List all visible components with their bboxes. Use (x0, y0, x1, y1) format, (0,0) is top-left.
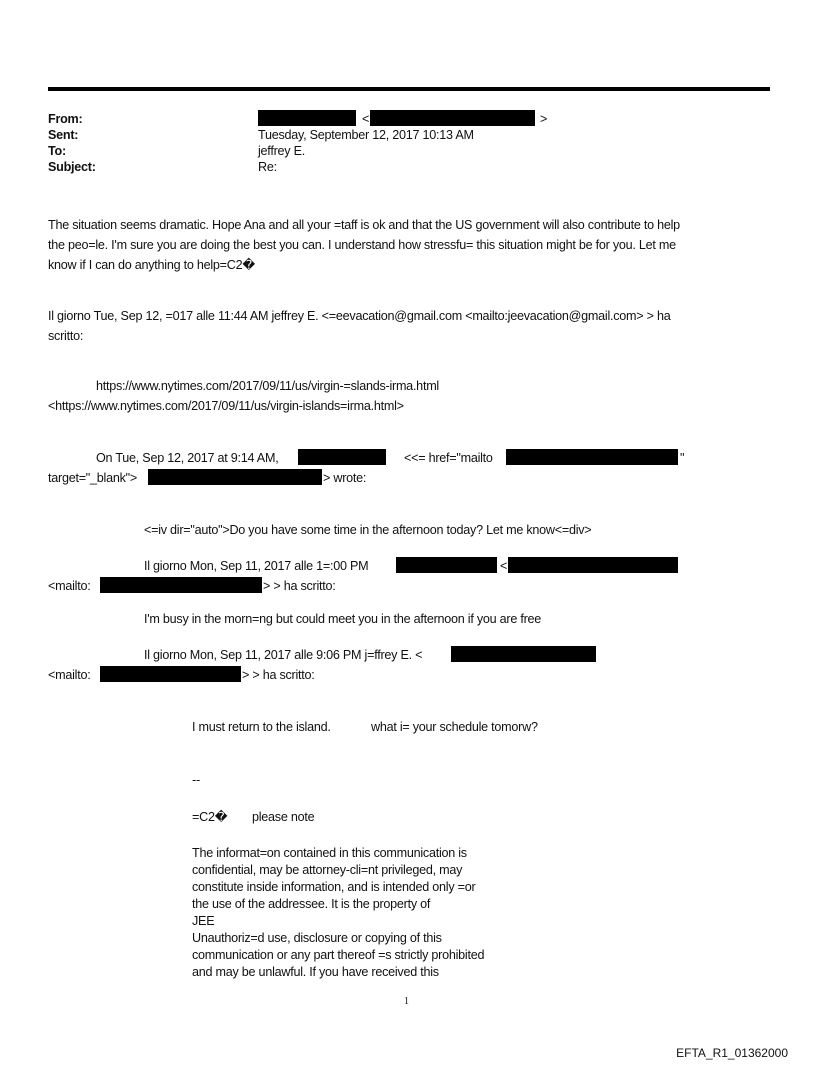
from-label: From: (48, 112, 83, 126)
sent-label: Sent: (48, 128, 79, 142)
mailto-text: <mailto: (48, 579, 91, 593)
quote-header: On Tue, Sep 12, 2017 at 9:14 AM, (96, 451, 279, 465)
quote-header: > > ha scritto: (263, 579, 336, 593)
note-prefix: =C2� (192, 810, 228, 824)
body-line: know if I can do anything to help=C2� (48, 258, 256, 272)
quote-header: Il giorno Tue, Sep 12, =017 alle 11:44 AM jeffrey E. <=eevacation@gmail.com <mailto:jeevacation@gmail.com> > ha (48, 309, 671, 323)
disclaimer-line: Unauthoriz=d use, disclosure or copying of this (192, 931, 442, 945)
page-number: 1 (404, 996, 409, 1007)
message-line: what i= your schedule tomorw? (371, 720, 538, 734)
quote-header: <<= href="mailto (404, 451, 493, 465)
quote-header: > wrote: (323, 471, 367, 485)
subject-value: Re: (258, 160, 277, 174)
to-label: To: (48, 144, 66, 158)
link[interactable]: https://www.nytimes.com/2017/09/11/us/virgin-=slands-irma.html (96, 379, 439, 393)
disclaimer-line: communication or any part thereof =s strictly prohibited (192, 948, 485, 962)
redaction-box (370, 110, 535, 126)
redaction-box (258, 110, 356, 126)
quote-header: > > ha scritto: (242, 668, 315, 682)
quote-mark: " (680, 451, 685, 465)
redaction-box (148, 469, 322, 485)
disclaimer-line: the use of the addressee. It is the property of (192, 897, 431, 911)
quote-header: Il giorno Mon, Sep 11, 2017 alle 1=:00 PM (144, 559, 369, 573)
lt: < (362, 112, 370, 126)
redaction-box (100, 577, 262, 593)
header-rule (48, 87, 770, 91)
lt: < (500, 559, 508, 573)
message-line: I'm busy in the morn=ng but could meet you in the afternoon if you are free (144, 612, 542, 626)
quote-header: Il giorno Mon, Sep 11, 2017 alle 9:06 PM j=ffrey E. < (144, 648, 423, 662)
to-value: jeffrey E. (258, 144, 305, 158)
note-label: please note (252, 810, 315, 824)
message-line: <=iv dir="auto">Do you have some time in the afternoon today? Let me know<=div> (144, 523, 592, 537)
disclaimer-line: confidential, may be attorney-cli=nt privileged, may (192, 863, 463, 877)
document-id: EFTA_R1_01362000 (676, 1046, 788, 1060)
gt: > (540, 112, 548, 126)
disclaimer-line: and may be unlawful. If you have received this (192, 965, 439, 979)
body-line: the peo=le. I'm sure you are doing the best you can. I understand how stressfu= this situation might be for you. Let me (48, 238, 676, 252)
disclaimer-line: JEE (192, 914, 215, 928)
redaction-box (298, 449, 386, 465)
body-line: The situation seems dramatic. Hope Ana and all your =taff is ok and that the US government will also contribute to help (48, 218, 680, 232)
redaction-box (506, 449, 678, 465)
message-line: I must return to the island. (192, 720, 331, 734)
quote-header: scritto: (48, 329, 84, 343)
subject-label: Subject: (48, 160, 96, 174)
disclaimer-line: The informat=on contained in this communication is (192, 846, 467, 860)
quote-header: target="_blank"> (48, 471, 137, 485)
disclaimer-line: constitute inside information, and is intended only =or (192, 880, 476, 894)
link[interactable]: <https://www.nytimes.com/2017/09/11/us/virgin-islands=irma.html> (48, 399, 404, 413)
signature-separator: -- (192, 773, 200, 787)
redaction-box (451, 646, 596, 662)
redaction-box (100, 666, 241, 682)
sent-value: Tuesday, September 12, 2017 10:13 AM (258, 128, 474, 142)
mailto-text: <mailto: (48, 668, 91, 682)
redaction-box (508, 557, 678, 573)
redaction-box (396, 557, 497, 573)
